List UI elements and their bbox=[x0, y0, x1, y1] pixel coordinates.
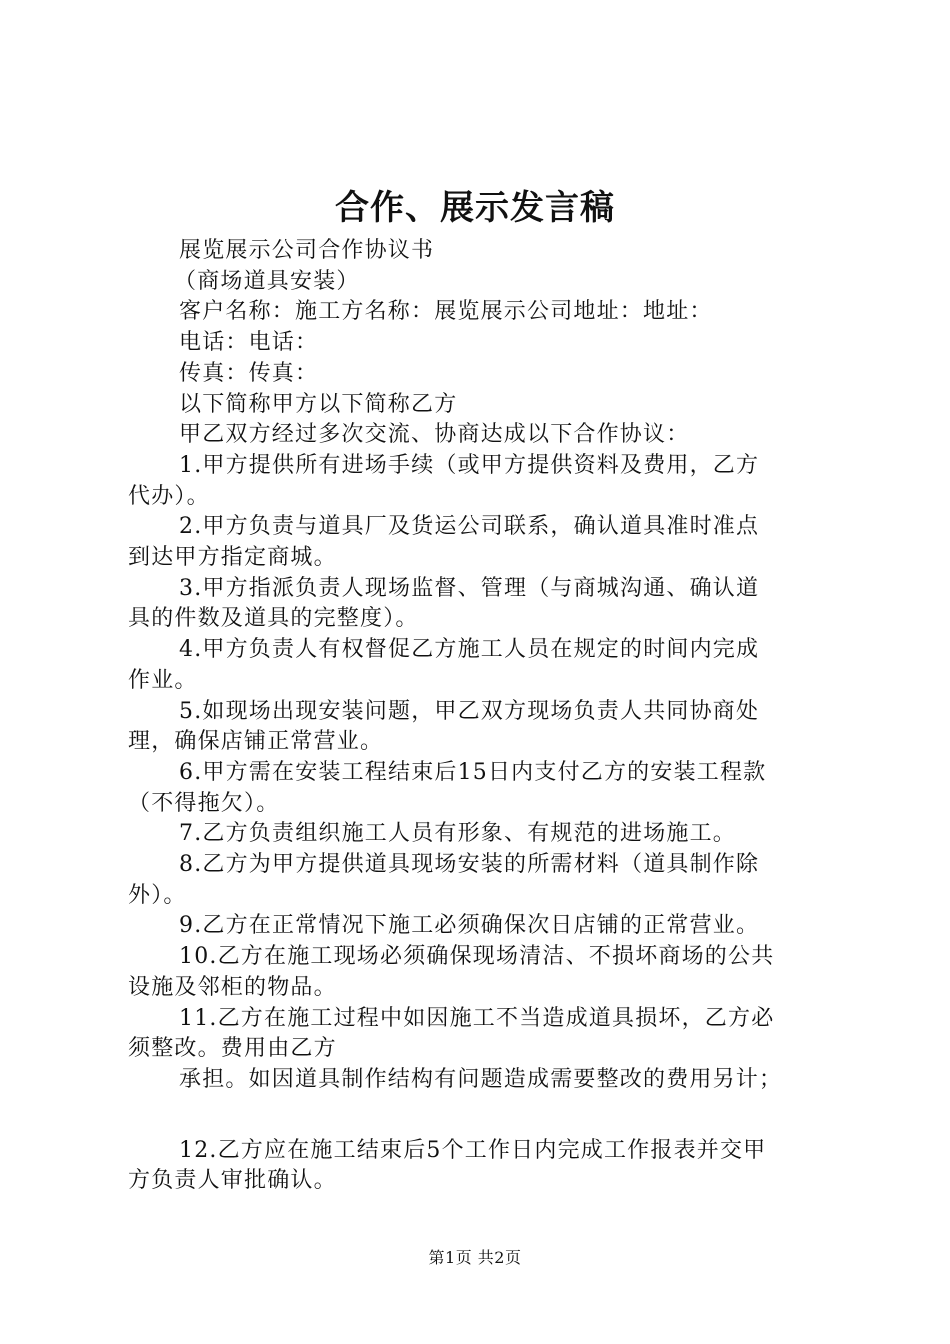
header-line: 电话：电话： bbox=[179, 330, 319, 356]
clause-line: 作业。 bbox=[128, 667, 198, 693]
clause-line: 设施及邻柜的物品。 bbox=[128, 974, 337, 1000]
clause-line: （不得拖欠）。 bbox=[128, 790, 280, 816]
clause-line: 5.如现场出现安装问题，甲乙双方现场负责人共同协商处 bbox=[179, 698, 760, 724]
header-line: 甲乙双方经过多次交流、协商达成以下合作协议： bbox=[179, 422, 690, 448]
header-line: 传真：传真： bbox=[179, 360, 319, 386]
header-line: 以下简称甲方以下简称乙方 bbox=[179, 391, 458, 417]
clause-line: 12.乙方应在施工结束后5个工作日内完成工作报表并交甲 bbox=[179, 1137, 767, 1163]
clause-line: 承担。如因道具制作结构有问题造成需要整改的费用另计； bbox=[179, 1066, 783, 1092]
clause-9 bbox=[128, 911, 833, 942]
clause-10 bbox=[128, 942, 833, 1003]
document-body bbox=[128, 236, 833, 1197]
header-line: 展览展示公司合作协议书 bbox=[179, 238, 435, 263]
clause-line: 外）。 bbox=[128, 882, 187, 908]
clause-line: 9.乙方在正常情况下施工必须确保次日店铺的正常营业。 bbox=[179, 913, 760, 939]
clause-line: 7.乙方负责组织施工人员有形象、有规范的进场施工。 bbox=[179, 821, 736, 847]
document-title: 合作、展示发言稿 bbox=[335, 188, 615, 228]
clause-line: 到达甲方指定商城。 bbox=[128, 545, 337, 571]
header-line: 客户名称：施工方名称：展览展示公司地址：地址： bbox=[179, 299, 713, 325]
clause-2 bbox=[128, 512, 833, 573]
clause-line: 3.甲方指派负责人现场监督、管理（与商城沟通、确认道 bbox=[179, 575, 760, 601]
clause-line: 代办）。 bbox=[128, 483, 210, 509]
blank-line bbox=[128, 1096, 833, 1136]
clause-5 bbox=[128, 697, 833, 758]
clause-line: 11.乙方在施工过程中如因施工不当造成道具损坏，乙方必 bbox=[179, 1005, 775, 1031]
clause-line: 10.乙方在施工现场必须确保现场清洁、不损坏商场的公共 bbox=[179, 944, 775, 970]
clause-line: 具的件数及道具的完整度）。 bbox=[128, 606, 419, 632]
header-line: （商场道具安装） bbox=[174, 268, 360, 294]
clause-line: 理，确保店铺正常营业。 bbox=[128, 729, 384, 755]
clause-line: 方负责人审批确认。 bbox=[128, 1168, 337, 1194]
clause-line: 2.甲方负责与道具厂及货运公司联系，确认道具准时准点 bbox=[179, 514, 760, 540]
clause-7 bbox=[128, 819, 833, 850]
clause-line: 1.甲方提供所有进场手续（或甲方提供资料及费用，乙方 bbox=[179, 452, 760, 478]
clause-6 bbox=[128, 758, 833, 819]
clause-3 bbox=[128, 574, 833, 635]
clause-line: 须整改。费用由乙方 bbox=[128, 1036, 337, 1062]
clause-12 bbox=[128, 1136, 833, 1197]
clause-line: 4.甲方负责人有权督促乙方施工人员在规定的时间内完成 bbox=[179, 637, 760, 663]
clause-1 bbox=[128, 451, 833, 512]
page-footer: 第1页 共2页 bbox=[428, 1248, 522, 1267]
clause-11 bbox=[128, 1004, 833, 1096]
clause-line: 6.甲方需在安装工程结束后15日内支付乙方的安装工程款 bbox=[179, 759, 767, 785]
clause-4 bbox=[128, 635, 833, 696]
clause-8 bbox=[128, 850, 833, 911]
clause-line: 8.乙方为甲方提供道具现场安装的所需材料（道具制作除 bbox=[179, 852, 760, 878]
